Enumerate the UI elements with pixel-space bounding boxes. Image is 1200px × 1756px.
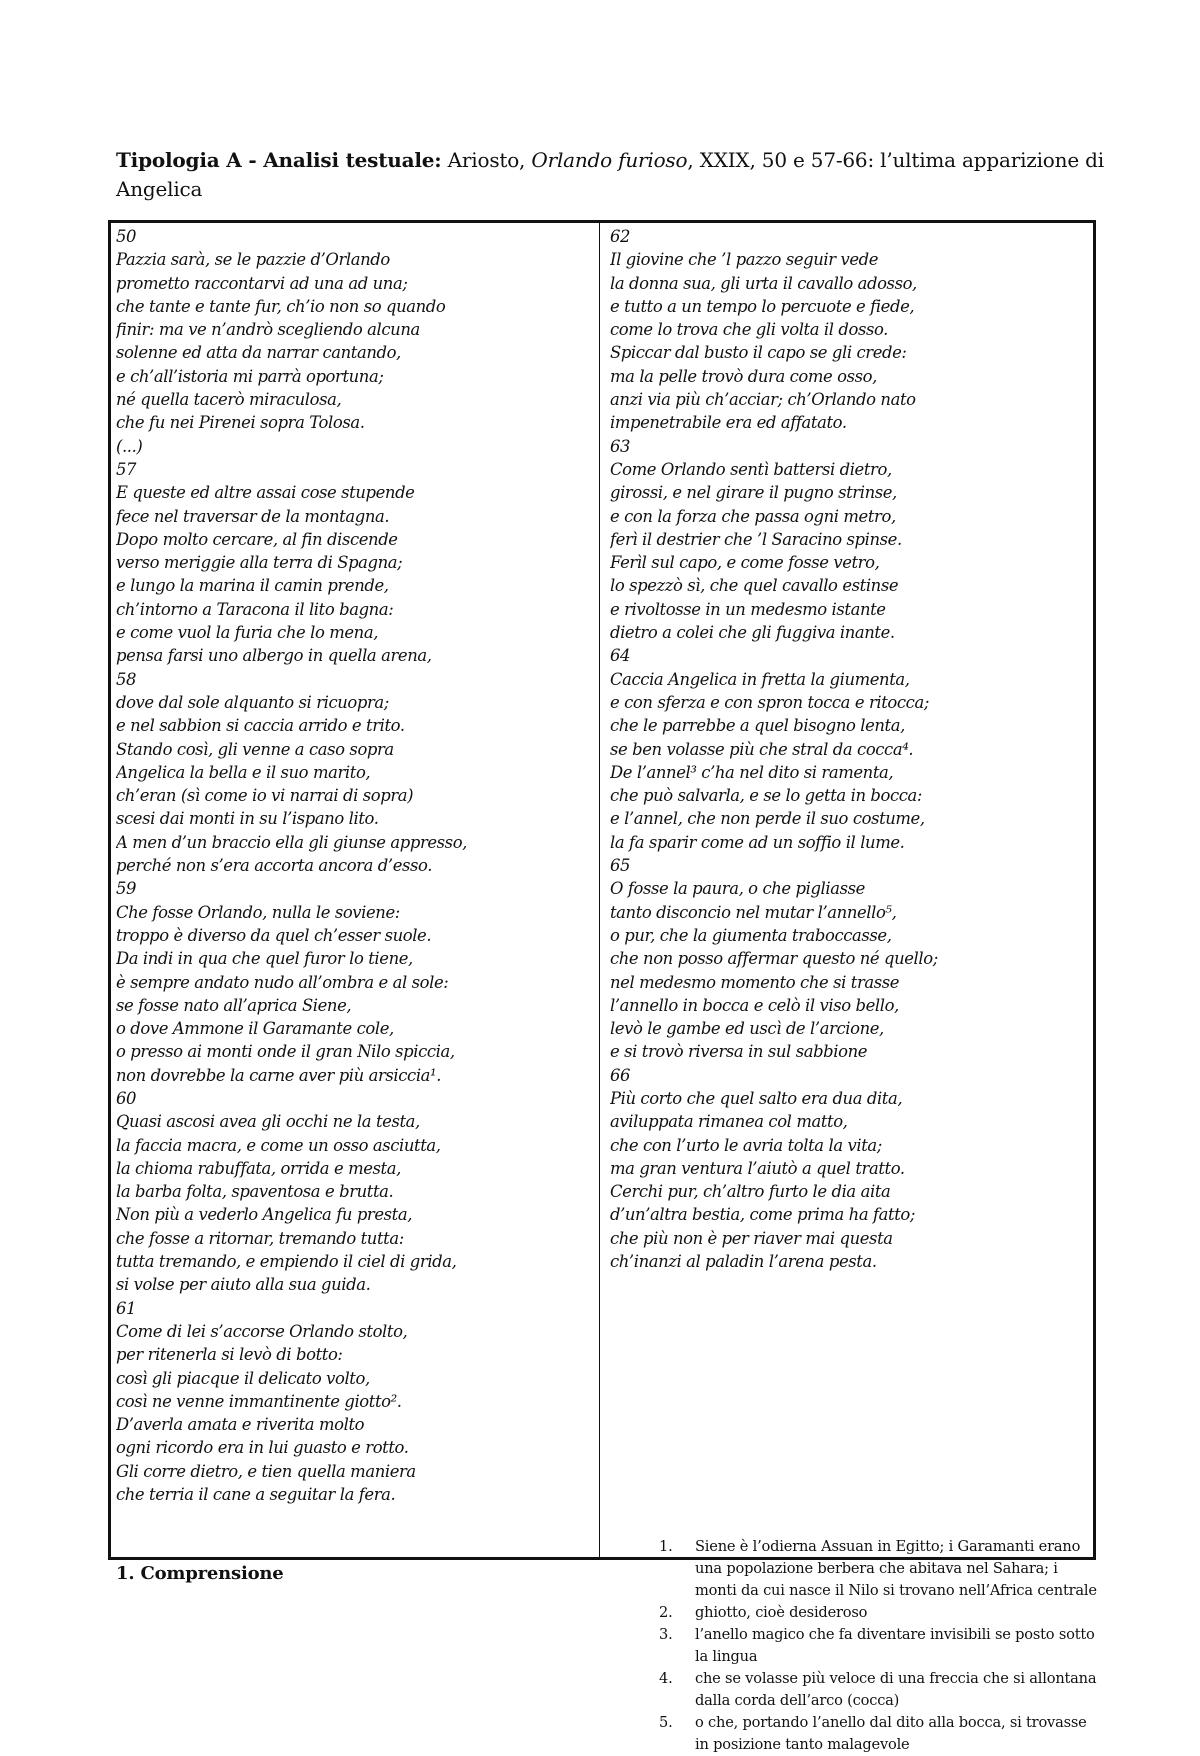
poem-line: E queste ed altre assai cose stupende (116, 483, 415, 503)
footnote-item (631, 1712, 1101, 1756)
poem-line: scesi dai monti in su l’ispano lito. (116, 809, 379, 829)
poem-line: che può salvarla, e se lo getta in bocca: (610, 786, 923, 806)
poem-line: pensa farsi uno albergo in quella arena, (116, 646, 432, 666)
poem-line: la donna sua, gli urta il cavallo adosso, (610, 273, 917, 293)
poem-line: se ben volasse più che stral da cocca⁴. (610, 739, 914, 759)
poem-line: 50 (116, 227, 137, 246)
comprehension-heading: 1. Comprensione (116, 1563, 284, 1584)
poem-line: levò le gambe ed uscì de l’arcione, (610, 1019, 884, 1039)
poem-line: che tante e tante fur, ch’io non so quando (116, 296, 446, 316)
poem-line: così gli piacque il delicato volto, (116, 1368, 370, 1388)
poem-line: la chioma rabuffata, orrida e mesta, (116, 1158, 401, 1178)
footnote-text: l’anello magico che fa diventare invisibili se posto sotto la lingua (695, 1626, 1095, 1665)
footnote-number: 1. (659, 1538, 673, 1555)
poem-line: che fosse a ritornar, tremando tutta: (116, 1228, 404, 1248)
poem-line: e rivoltosse in un medesmo istante (610, 599, 886, 619)
poem-line: d’un’altra bestia, come prima ha fatto; (610, 1205, 916, 1225)
poem-line: solenne ed atta da narrar cantando, (116, 343, 401, 363)
poem-line: tutta tremando, e empiendo il ciel di grida, (116, 1252, 457, 1272)
poem-line: 62 (610, 227, 631, 246)
poem-line: Stando così, gli venne a caso sopra (116, 739, 394, 759)
poem-line: come lo trova che gli volta il dosso. (610, 320, 888, 340)
poem-line: e tutto a un tempo lo percuote e fiede, (610, 296, 915, 316)
poem-line: Cerchi pur, ch’altro furto le dia aita (610, 1182, 891, 1202)
column-divider (599, 223, 600, 1557)
poem-line: 64 (610, 646, 631, 666)
footnote-number: 4. (659, 1670, 673, 1687)
poem-line: o pur, che la giumenta traboccasse, (610, 925, 892, 945)
poem-line: Pazzia sarà, se le pazzie d’Orlando (116, 250, 390, 270)
poem-line: O fosse la paura, o che pigliasse (610, 879, 865, 899)
poem-line: che le parrebbe a quel bisogno lenta, (610, 716, 905, 736)
poem-line: 57 (116, 459, 137, 479)
poem-line: finir: ma ve n’andrò scegliendo alcuna (116, 320, 420, 340)
footnote-number: 5. (659, 1714, 673, 1731)
poem-right-column (610, 225, 1088, 1273)
footnote-text: Siene è l’odierna Assuan in Egitto; i Garamanti erano una popolazione berbera che abitava nel Sahara; i monti da cui nasce il Nilo si trovano nell’Africa centrale (695, 1538, 1097, 1599)
poem-line: girossi, e nel girare il pugno strinse, (610, 483, 897, 503)
poem-line: così ne venne immantinente giotto². (116, 1391, 402, 1411)
poem-line: che fu nei Pirenei sopra Tolosa. (116, 413, 365, 433)
poem-line: ferì il destrier che ’l Saracino spinse. (610, 529, 902, 549)
poem-line: Come di lei s’accorse Orlando stolto, (116, 1321, 408, 1341)
poem-line: ma la pelle trovò dura come osso, (610, 366, 877, 386)
poem-line: o dove Ammone il Garamante cole, (116, 1019, 394, 1039)
footnote-text: ghiotto, cioè desideroso (695, 1604, 868, 1621)
poem-line: A men d’un braccio ella gli giunse appresso, (116, 832, 467, 852)
poem-line: ma gran ventura l’aiutò a quel tratto. (610, 1158, 905, 1178)
poem-line: fece nel traversar de la montagna. (116, 506, 390, 526)
poem-line: si volse per aiuto alla sua guida. (116, 1275, 371, 1295)
poem-line: Spiccar dal busto il capo se gli crede: (610, 343, 907, 363)
poem-line: Gli corre dietro, e tien quella maniera (116, 1461, 416, 1481)
poem-line: 61 (116, 1298, 137, 1318)
footnote-item (631, 1668, 1101, 1712)
poem-line: aviluppata rimanea col matto, (610, 1112, 848, 1132)
footnote-item (631, 1602, 1101, 1624)
poem-line: che terria il cane a seguitar la fera. (116, 1485, 396, 1505)
footnote-item (631, 1624, 1101, 1668)
poem-line: e con la forza che passa ogni metro, (610, 506, 896, 526)
poem-line: ogni ricordo era in lui guasto e rotto. (116, 1438, 409, 1458)
poem-line: ch’eran (sì come io vi narrai di sopra) (116, 786, 414, 806)
poem-line: verso meriggie alla terra di Spagna; (116, 553, 403, 573)
poem-line: (...) (116, 436, 143, 456)
poem-line: ch’inanzi al paladin l’arena pesta. (610, 1252, 877, 1272)
poem-line: è sempre andato nudo all’ombra e al sole: (116, 972, 449, 992)
footnote-number: 3. (659, 1626, 673, 1643)
poem-line: che con l’urto le avria tolta la vita; (610, 1135, 882, 1155)
poem-line: 65 (610, 856, 631, 876)
title-type: Tipologia A - Analisi testuale: (116, 148, 442, 172)
poem-line: Dopo molto cercare, al fin discende (116, 529, 398, 549)
poem-line: se fosse nato all’aprica Siene, (116, 995, 352, 1015)
poem-line: e come vuol la furia che lo mena, (116, 623, 378, 643)
document-title (116, 146, 1106, 204)
poem-line: Ferìl sul capo, e come fosse vetro, (610, 553, 880, 573)
poem-line: 60 (116, 1088, 137, 1108)
footnote-item (631, 1536, 1101, 1602)
poem-line: la barba folta, spaventosa e brutta. (116, 1182, 394, 1202)
poem-line: dietro a colei che gli fuggiva inante. (610, 623, 895, 643)
poem-line: perché non s’era accorta ancora d’esso. (116, 856, 433, 876)
poem-line: non dovrebbe la carne aver più arsiccia¹. (116, 1065, 442, 1085)
poem-line: 58 (116, 669, 137, 689)
poem-line: tanto disconcio nel mutar l’annello⁵, (610, 902, 897, 922)
poem-line: che non posso affermar questo né quello; (610, 949, 938, 969)
poem-line: né quella tacerò miraculosa, (116, 390, 342, 410)
poem-line: anzi via più ch’acciar; ch’Orlando nato (610, 390, 916, 410)
poem-line: troppo è diverso da quel ch’esser suole. (116, 925, 432, 945)
poem-line: e con sferza e con spron tocca e ritocca; (610, 692, 929, 712)
poem-line: Non più a vederlo Angelica fu presta, (116, 1205, 413, 1225)
poem-line: e l’annel, che non perde il suo costume, (610, 809, 925, 829)
poem-line: Da indi in qua che quel furor lo tiene, (116, 949, 413, 969)
poem-line: o presso ai monti onde il gran Nilo spiccia, (116, 1042, 455, 1062)
poem-line: e ch’all’istoria mi parrà oportuna; (116, 366, 384, 386)
poem-line: l’annello in bocca e celò il viso bello, (610, 995, 899, 1015)
title-work: Orlando furioso (531, 148, 688, 172)
poem-line: la fa sparir come ad un soffio il lume. (610, 832, 905, 852)
poem-line: lo spezzò sì, che quel cavallo estinse (610, 576, 899, 596)
poem-line: Angelica la bella e il suo marito, (116, 762, 371, 782)
poem-line: Quasi ascosi avea gli occhi ne la testa, (116, 1112, 420, 1132)
poem-line: Caccia Angelica in fretta la giumenta, (610, 669, 910, 689)
poem-line: e lungo la marina il camin prende, (116, 576, 389, 596)
poem-line: e nel sabbion si caccia arrido e trito. (116, 716, 405, 736)
footnote-text: che se volasse più veloce di una freccia che si allontana dalla corda dell’arco (cocca) (695, 1670, 1097, 1709)
poem-line: che più non è per riaver mai questa (610, 1228, 893, 1248)
poem-line: D’averla amata e riverita molto (116, 1415, 365, 1435)
poem-line: e si trovò riversa in sul sabbione (610, 1042, 868, 1062)
poem-line: per ritenerla si levò di botto: (116, 1345, 343, 1365)
title-author: Ariosto, (447, 148, 526, 172)
footnote-number: 2. (659, 1604, 673, 1621)
poem-line: 66 (610, 1065, 631, 1085)
footnotes-list (631, 1536, 1101, 1756)
poem-line: De l’annel³ c’ha nel dito si ramenta, (610, 762, 894, 782)
poem-line: Che fosse Orlando, nulla le soviene: (116, 902, 400, 922)
poem-left-column (116, 225, 594, 1506)
footnote-text: o che, portando l’anello dal dito alla bocca, si trovasse in posizione tanto malagevole (695, 1714, 1087, 1753)
poem-line: ch’intorno a Taracona il lito bagna: (116, 599, 394, 619)
poem-line: impenetrabile era ed affatato. (610, 413, 847, 433)
poem-line: prometto raccontarvi ad una ad una; (116, 273, 408, 293)
poem-line: Come Orlando sentì battersi dietro, (610, 459, 892, 479)
poem-line: la faccia macra, e come un osso asciutta, (116, 1135, 441, 1155)
poem-line: dove dal sole alquanto si ricuopra; (116, 692, 389, 712)
poem-line: Il giovine che ’l pazzo seguir vede (610, 250, 879, 270)
poem-line: nel medesmo momento che si trasse (610, 972, 900, 992)
poem-line: Più corto che quel salto era dua dita, (610, 1088, 903, 1108)
title-rest: , XXIX, 50 e 57-66: l’ultima apparizione di Angelica (116, 148, 1104, 201)
poem-line: 59 (116, 879, 137, 899)
poem-line: 63 (610, 436, 631, 456)
